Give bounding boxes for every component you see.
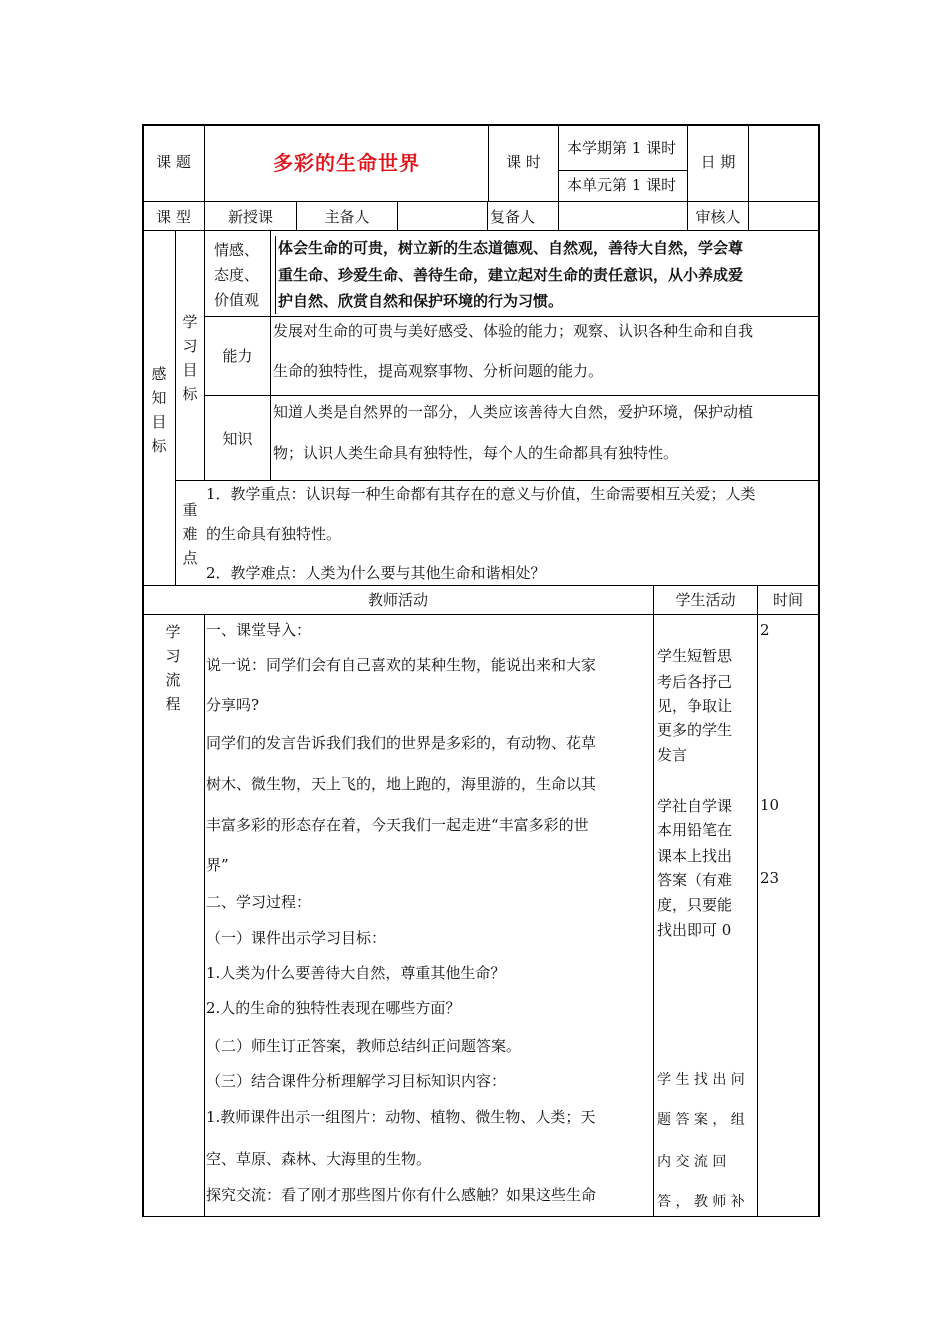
rule — [204, 614, 205, 1217]
table-border-left — [142, 124, 144, 1217]
rule — [142, 201, 820, 202]
teacher-line: 说一说：同学们会有自己喜欢的某种生物，能说出来和大家 — [206, 656, 597, 674]
unit-hour: 本单元第 1 课时 — [567, 176, 677, 194]
rule — [142, 614, 820, 615]
rule — [204, 395, 820, 396]
type-value: 新授课 — [227, 208, 273, 226]
learning-goal-label: 学习目标 — [182, 313, 198, 403]
time-value: 23 — [760, 869, 780, 887]
student-line: 找出即可 0 — [657, 921, 732, 939]
teacher-activity-header: 教师活动 — [367, 591, 428, 609]
emotion-label-1: 情感、 — [214, 241, 260, 259]
teacher-line: 丰富多彩的形态存在着，今天我们一起走进“丰富多彩的世 — [206, 816, 589, 834]
student-line: 答案（有难 — [657, 871, 733, 889]
rule — [175, 480, 820, 481]
student-activity-header: 学生活动 — [675, 591, 736, 609]
teacher-line: （一）课件出示学习目标： — [206, 929, 387, 947]
outer-goal-label: 感知目标 — [151, 365, 167, 455]
table-border-top — [142, 124, 820, 126]
student-line: 度，只要能 — [657, 896, 733, 914]
teacher-line: 探究交流：看了刚才那些图片你有什么感触？如果这些生命 — [206, 1186, 597, 1204]
rule — [558, 170, 688, 171]
date-label: 日 期 — [700, 153, 736, 171]
student-line: 课本上找出 — [657, 847, 733, 865]
teacher-line: 树木、微生物，天上飞的，地上跑的，海里游的，生命以其 — [206, 775, 597, 793]
knowledge-line-1: 知道人类是自然界的一部分，人类应该善待大自然，爱护环境，保护动植 — [273, 403, 754, 421]
rule — [558, 124, 559, 230]
time-header: 时间 — [772, 591, 803, 609]
ke-shi-label: 课 时 — [506, 153, 541, 171]
flow-label: 学习流程 — [165, 623, 181, 713]
rule — [142, 230, 820, 231]
student-line: 发言 — [657, 746, 688, 764]
re-prep-label: 复备人 — [490, 208, 536, 226]
teacher-line: （二）师生订正答案，教师总结纠正问题答案。 — [206, 1037, 522, 1055]
teacher-line: （三）结合课件分析理解学习目标知识内容： — [206, 1072, 507, 1090]
emotion-line-1: 体会生命的可贵，树立新的生态道德观、自然观，善待大自然，学会尊 — [278, 239, 744, 257]
table-border-right — [818, 124, 820, 1217]
emotion-label-2: 态度、 — [214, 266, 260, 284]
student-line: 本用铅笔在 — [657, 821, 733, 839]
student-line: 更多的学生 — [657, 721, 733, 739]
student-line: 学生短暂思 — [657, 647, 733, 665]
ability-line-2: 生命的独特性，提高观察事物、分析问题的能力。 — [273, 362, 604, 380]
student-line: 内 交 流 回 — [657, 1154, 727, 1170]
rule — [275, 236, 276, 314]
student-line: 学 生 找 出 问 — [657, 1072, 745, 1088]
lesson-title: 多彩的生命世界 — [273, 151, 420, 175]
emotion-label-3: 价值观 — [214, 291, 260, 309]
teacher-line: 同学们的发言告诉我们我们的世界是多彩的，有动物、花草 — [206, 734, 597, 752]
knowledge-line-2: 物；认识人类生命具有独特性，每个人的生命都具有独特性。 — [273, 444, 679, 462]
student-line: 见，争取让 — [657, 697, 733, 715]
teacher-line: 界” — [206, 856, 229, 874]
table-border-bottom — [142, 1216, 820, 1217]
teacher-line: 二、学习过程： — [206, 893, 312, 911]
rule — [142, 585, 820, 586]
teacher-line: 1.教师课件出示一组图片：动物、植物、微生物、人类；天 — [206, 1108, 596, 1126]
rule — [757, 586, 758, 1217]
key-line-1: 1．教学重点：认识每一种生命都有其存在的意义与价值，生命需要相互关爱；人类 — [206, 485, 756, 503]
emotion-line-3: 护自然、欣赏自然和保护环境的行为习惯。 — [278, 292, 564, 310]
rule — [204, 316, 820, 317]
key-points-label: 重难点 — [182, 501, 198, 567]
student-line: 考后各抒己 — [657, 673, 733, 691]
rule — [748, 124, 749, 230]
semester-hour: 本学期第 1 课时 — [567, 139, 677, 157]
teacher-line: 2.人的生命的独特性表现在哪些方面？ — [206, 999, 461, 1017]
ke-ti-label: 课 题 — [156, 153, 191, 171]
reviewer-label: 审核人 — [695, 208, 741, 226]
student-line: 答 ， 教 师 补 — [657, 1194, 745, 1210]
ability-line-1: 发展对生命的可贵与美好感受、体验的能力；观察、认识各种生命和自我 — [273, 322, 754, 340]
ability-label: 能力 — [222, 347, 253, 365]
rule — [487, 202, 488, 230]
student-line: 学社自学课 — [657, 797, 733, 815]
teacher-line: 一、课堂导入： — [206, 621, 312, 639]
key-line-3: 2．教学难点：人类为什么要与其他生命和谐相处？ — [206, 564, 546, 582]
emotion-line-2: 重生命、珍爱生命、善待生命，建立起对生命的责任意识，从小养成爱 — [278, 266, 744, 284]
time-value: 2 — [760, 621, 770, 639]
teacher-line: 分享吗? — [206, 696, 260, 714]
student-line: 题 答 案 ， 组 — [657, 1112, 745, 1128]
key-line-2: 的生命具有独特性。 — [206, 525, 342, 543]
rule — [653, 586, 654, 1217]
rule — [270, 230, 271, 480]
type-label: 课 型 — [156, 208, 191, 226]
rule — [397, 202, 398, 230]
knowledge-label: 知识 — [222, 430, 253, 448]
rule — [175, 230, 176, 586]
teacher-line: 1.人类为什么要善待大自然，尊重其他生命？ — [206, 964, 506, 982]
time-value: 10 — [760, 796, 780, 814]
teacher-line: 空、草原、森林、大海里的生物。 — [206, 1150, 432, 1168]
main-prep-label: 主备人 — [324, 208, 370, 226]
